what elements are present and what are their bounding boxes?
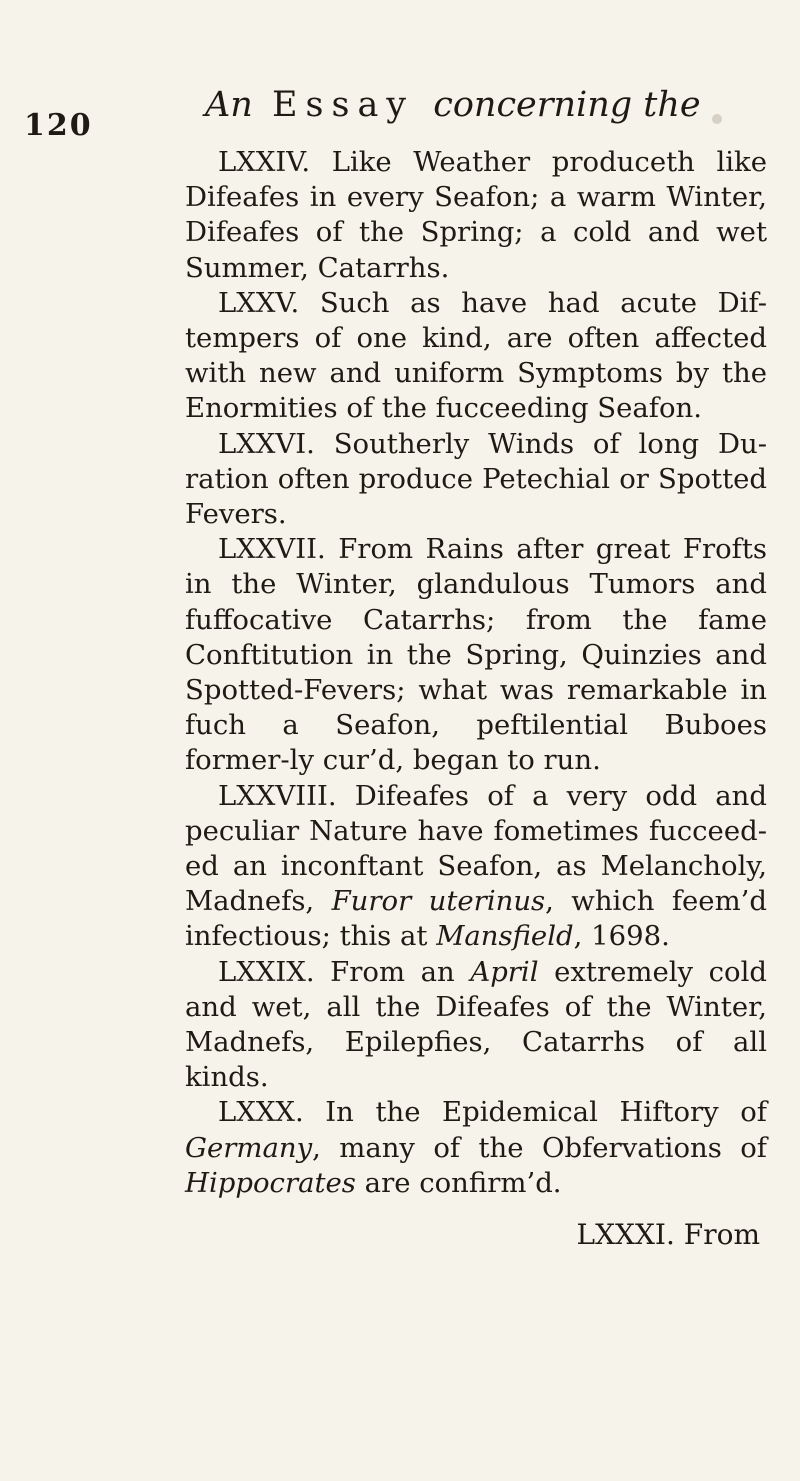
paragraph-lxxx-text-3: are confirm’d. <box>364 1166 562 1199</box>
paragraph-lxxviii-text-2: , which feem’d infectious; this at <box>185 885 767 953</box>
paragraph-lxxx-text-1: LXXX. In the Epidemical Hiftory of <box>218 1096 767 1129</box>
paragraph-lxxix-italic-1: April <box>470 955 539 988</box>
main-text <box>185 145 767 1201</box>
paragraph-lxxviii-text-1: LXXVIII. Difeafes of a very odd and peculiar Nature have fometimes fucceed-ed an inconftant Seafon, as Melancholy, Madnefs, <box>185 779 767 918</box>
paragraph-lxxx-italic-1: Germany <box>185 1131 313 1164</box>
running-head <box>205 86 765 125</box>
running-head-an: An <box>205 85 253 125</box>
paragraph-lxxvii: LXXVII. From Rains after great Frofts in the Winter, glandulous Tumors and fuffocative Catarrhs; from the fame Conftitution in the Spring, Quinzies and Spotted-Fevers; what was remarkable in fuch a Seafon, peftilential Buboes former-ly cur’d, began to run. <box>185 533 767 777</box>
running-head-rest: concerning the <box>433 85 701 125</box>
paragraph-lxxviii <box>185 779 767 955</box>
paragraph-lxxviii-text-3: , 1698. <box>573 920 670 953</box>
page-number: 120 <box>24 108 93 143</box>
paragraph-lxxv: LXXV. Such as have had acute Dif-tempers of one kind, are often affected with new and uniform Symptoms by the Enormities of the fucceeding Seafon. <box>185 286 767 425</box>
paragraph-lxxx <box>185 1095 767 1201</box>
paragraph-lxxviii-italic-1: Furor uterinus <box>331 885 546 918</box>
paragraph-lxxix <box>185 955 767 1096</box>
running-head-essay: Essay <box>271 85 415 125</box>
paper-blemish <box>712 114 722 124</box>
paragraph-lxxix-text-1: LXXIX. From an <box>218 955 455 988</box>
paragraph-lxxx-text-2: , many of the Obfervations of <box>312 1131 767 1164</box>
paragraph-lxxiv: LXXIV. Like Weather produceth like Difeafes in every Seafon; a warm Winter, Difeafes of the Spring; a cold and wet Summer, Catarrhs. <box>185 146 767 284</box>
catchword: LXXXI. From <box>576 1218 760 1251</box>
paragraph-lxxvi: LXXVI. Southerly Winds of long Du-ration often produce Petechial or Spotted Fevers. <box>185 427 767 531</box>
paragraph-lxxx-italic-2: Hippocrates <box>185 1166 356 1199</box>
paragraph-lxxix-text-2: extremely cold and wet, all the Difeafes of the Winter, Madnefs, Epilepfies, Catarrhs of all kinds. <box>185 955 767 1094</box>
paragraph-lxxviii-italic-2: Mansfield <box>436 920 574 953</box>
